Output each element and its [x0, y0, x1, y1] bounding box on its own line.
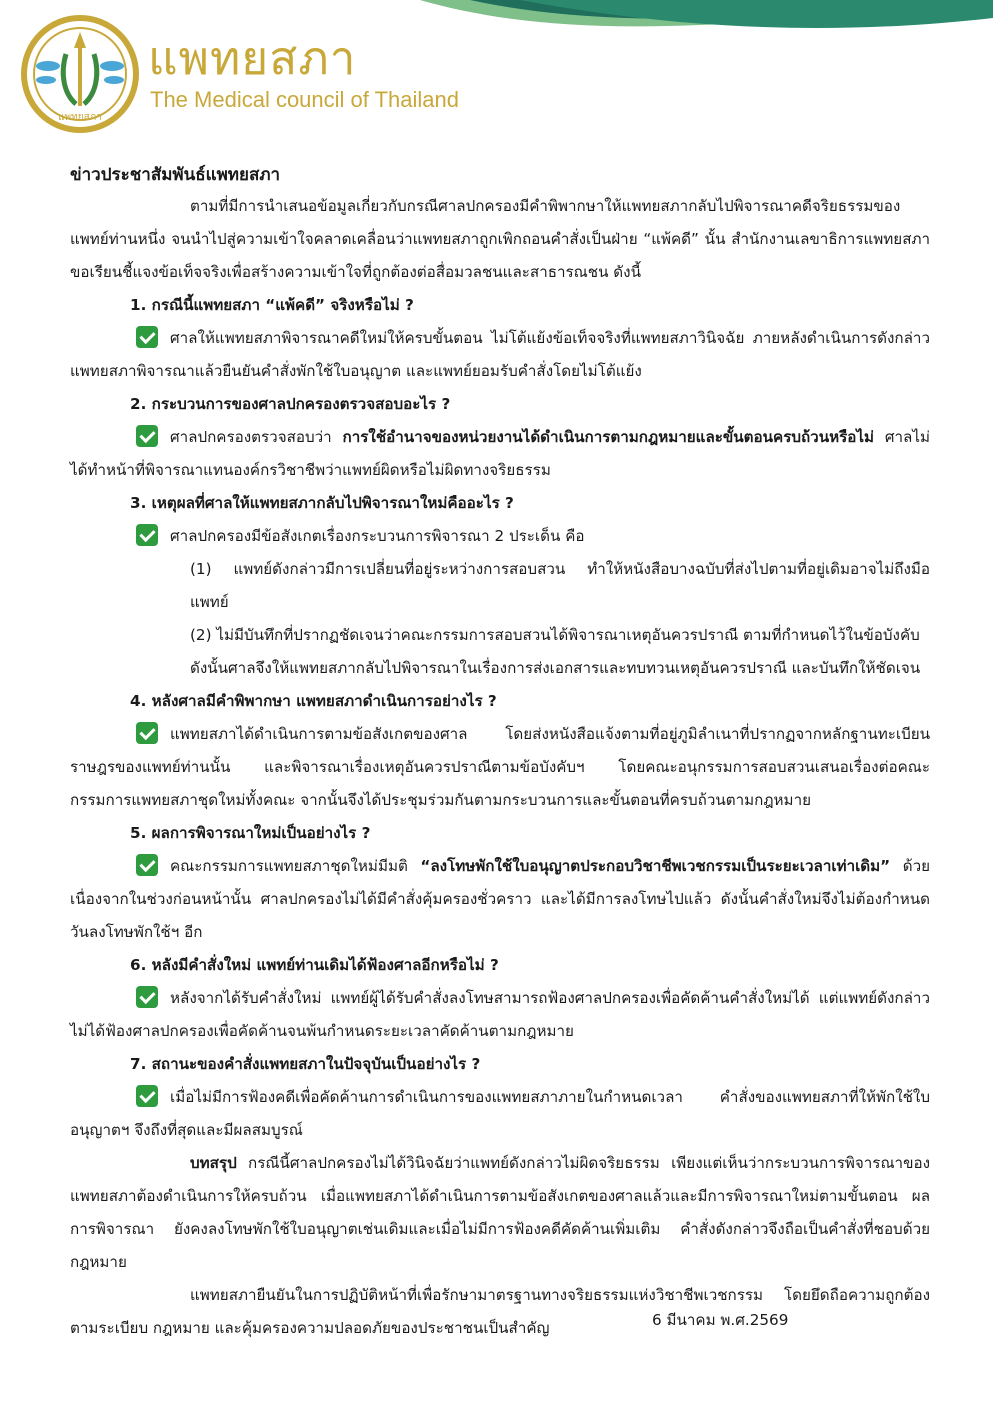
- answer-6: หลังจากได้รับคำสั่งใหม่ แพทย์ผู้ได้รับคำสั่งลงโทษสามารถฟ้องศาลปกครองเพื่อคัดค้านคำสั่งใหม่ได้ แต่แพทย์ดังกล่าวไม่ได้ฟ้องศาลปกครองเพื่อคัดค้านจนพ้นกำหนดระยะเวลาคัดค้านตามกฎหมาย: [70, 982, 930, 1048]
- answer-5: คณะกรรมการแพทยสภาชุดใหม่มีมติ “ลงโทษพักใช้ใบอนุญาตประกอบวิชาชีพเวชกรรมเป็นระยะเวลาเท่าเดิม” ด้วยเนื่องจากในช่วงก่อนหน้านั้น ศาลปกครองไม่ได้มีคำสั่งคุ้มครองชั่วคราว และได้มีการลงโทษไปแล้ว ดังนั้นคำสั่งใหม่จึงไม่ต้องกำหนดวันลงโทษพักใช้ฯ อีก: [70, 850, 930, 949]
- header: [20, 14, 620, 134]
- check-icon: [136, 425, 158, 447]
- answer-4: แพทยสภาได้ดำเนินการตามข้อสังเกตของศาล โดยส่งหนังสือแจ้งตามที่อยู่ภูมิลำเนาที่ปรากฏจากหลักฐานทะเบียนราษฎรของแพทย์ท่านนั้น และพิจารณาเรื่องเหตุอันควรปราณีตามข้อบังคับฯ โดยคณะอนุกรรมการสอบสวนเสนอเรื่องต่อคณะกรรมการแพทยสภาชุดใหม่ทั้งคณะ จากนั้นจึงได้ประชุมร่วมกันตามกระบวนการและขั้นตอนที่ครบถ้วนตามกฎหมาย: [70, 718, 930, 817]
- question-6: 6. หลังมีคำสั่งใหม่ แพทย์ท่านเดิมได้ฟ้องศาลอีกหรือไม่ ?: [130, 956, 499, 974]
- intro-paragraph: ตามที่มีการนำเสนอข้อมูลเกี่ยวกับกรณีศาลปกครองมีคำพิพากษาให้แพทยสภากลับไปพิจารณาคดีจริยธรรมของแพทย์ท่านหนึ่ง จนนำไปสู่ความเข้าใจคลาดเคลื่อนว่าแพทยสภาถูกเพิกถอนคำสั่งเป็นฝ่าย “แพ้คดี” นั้น สำนักงานเลขาธิการแพทยสภา ขอเรียนชี้แจงข้อเท็จจริงเพื่อสร้างความเข้าใจที่ถูกต้องต่อสื่อมวลชนและสาธารณชน ดังนี้: [70, 197, 930, 281]
- question-1: 1. กรณีนี้แพทยสภา “แพ้คดี” จริงหรือไม่ ?: [130, 296, 414, 314]
- check-icon: [136, 986, 158, 1008]
- answer-3-point-2: (2) ไม่มีบันทึกที่ปรากฏชัดเจนว่าคณะกรรมการสอบสวนได้พิจารณาเหตุอันควรปราณี ตามที่กำหนดไว้ในข้อบังคับ: [190, 626, 920, 644]
- page-title: ข่าวประชาสัมพันธ์แพทยสภา: [70, 165, 281, 185]
- logo-text: แพทยสภา: [58, 112, 102, 123]
- release-date: 6 มีนาคม พ.ศ.2569: [652, 1311, 789, 1329]
- question-2: 2. กระบวนการของศาลปกครองตรวจสอบอะไร ?: [130, 395, 451, 413]
- check-icon: [136, 854, 158, 876]
- answer-1: ศาลให้แพทยสภาพิจารณาคดีใหม่ให้ครบขั้นตอน ไม่โต้แย้งข้อเท็จจริงที่แพทยสภาวินิจฉัย ภายหลังดำเนินการดังกล่าวแพทยสภาพิจารณาแล้วยืนยันคำสั่งพักใช้ใบอนุญาต และแพทย์ยอมรับคำสั่งโดยไม่โต้แย้ง: [70, 322, 930, 388]
- check-icon: [136, 524, 158, 546]
- question-4: 4. หลังศาลมีคำพิพากษา แพทยสภาดำเนินการอย่างไร ?: [130, 692, 497, 710]
- answer-3-point-1: (1) แพทย์ดังกล่าวมีการเปลี่ยนที่อยู่ระหว่างการสอบสวน ทำให้หนังสือบางฉบับที่ส่งไปตามที่อยู่เดิมอาจไม่ถึงมือแพทย์: [190, 560, 930, 611]
- press-release-body: [70, 160, 930, 1345]
- summary-paragraph: บทสรุป กรณีนี้ศาลปกครองไม่ได้วินิจฉัยว่าแพทย์ดังกล่าวไม่ผิดจริยธรรม เพียงแต่เห็นว่ากระบวนการพิจารณาของแพทยสภาต้องดำเนินการให้ครบถ้วน เมื่อแพทยสภาได้ดำเนินการตามข้อสังเกตของศาลแล้วและมีการพิจารณาใหม่ตามขั้นตอน ผลการพิจารณา ยังคงลงโทษพักใช้ใบอนุญาตเช่นเดิมและเมื่อไม่มีการฟ้องคดีคัดค้านเพิ่มเติม คำสั่งดังกล่าวจึงถือเป็นคำสั่งที่ชอบด้วยกฎหมาย: [70, 1154, 930, 1271]
- check-icon: [136, 1085, 158, 1107]
- question-7: 7. สถานะของคำสั่งแพทยสภาในปัจจุบันเป็นอย่างไร ?: [130, 1055, 481, 1073]
- check-icon: [136, 326, 158, 348]
- question-5: 5. ผลการพิจารณาใหม่เป็นอย่างไร ?: [130, 824, 371, 842]
- answer-3-conclusion: ดังนั้นศาลจึงให้แพทยสภากลับไปพิจารณาในเรื่องการส่งเอกสารและทบทวนเหตุอันควรปราณี และบันทึกให้ชัดเจน: [190, 659, 921, 677]
- medical-council-logo: [20, 14, 140, 134]
- answer-7: เมื่อไม่มีการฟ้องคดีเพื่อคัดค้านการดำเนินการของแพทยสภาภายในกำหนดเวลา คำสั่งของแพทยสภาที่ให้พักใช้ใบอนุญาตฯ จึงถึงที่สุดและมีผลสมบูรณ์: [70, 1081, 930, 1147]
- check-icon: [136, 722, 158, 744]
- answer-2: ศาลปกครองตรวจสอบว่า การใช้อำนาจของหน่วยงานได้ดำเนินการตามกฎหมายและขั้นตอนครบถ้วนหรือไม่ ศาลไม่ได้ทำหน้าที่พิจารณาแทนองค์กรวิชาชีพว่าแพทย์ผิดหรือไม่ผิดทางจริยธรรม: [70, 421, 930, 487]
- answer-3: ศาลปกครองมีข้อสังเกตเรื่องกระบวนการพิจารณา 2 ประเด็น คือ: [70, 520, 930, 553]
- org-name-thai: แพทยสภา: [148, 31, 357, 85]
- closing-paragraph: แพทยสภายืนยันในการปฏิบัติหน้าที่เพื่อรักษามาตรฐานทางจริยธรรมแห่งวิชาชีพเวชกรรม โดยยึดถือความถูกต้องตามระเบียบ กฎหมาย และคุ้มครองความปลอดภัยของประชาชนเป็นสำคัญ: [70, 1286, 930, 1337]
- org-name-english: The Medical council of Thailand: [150, 87, 459, 112]
- question-3: 3. เหตุผลที่ศาลให้แพทยสภากลับไปพิจารณาใหม่คืออะไร ?: [130, 494, 514, 512]
